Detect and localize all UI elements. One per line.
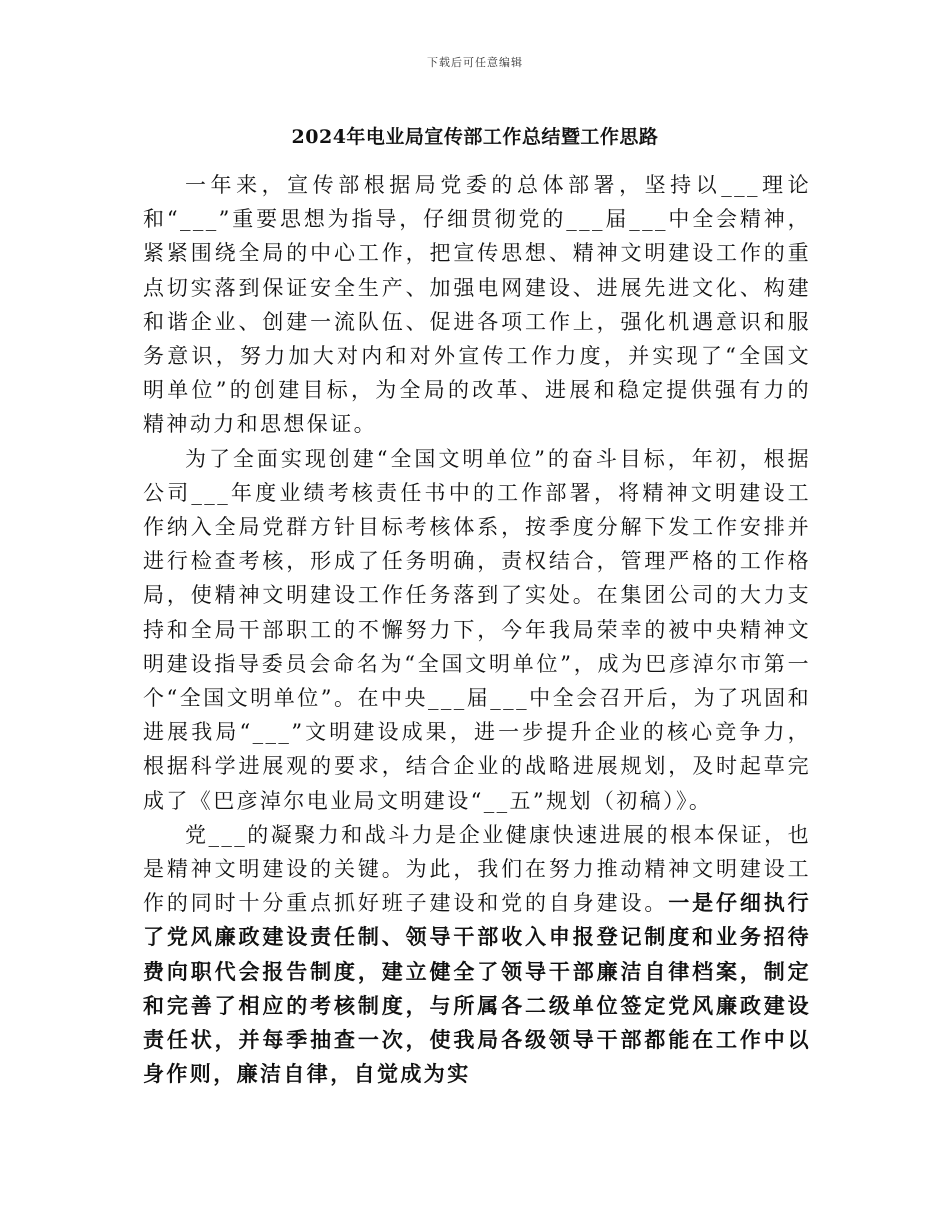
paragraph-3-text: 党___的凝聚力和战斗力是企业健康快速进展的根本保证，也是精神文明建设的关键。为此，我们在努力推动精神文明建设工作的同时十分重点抓好班子建设和党的自身建设。: [143, 822, 811, 916]
paragraph-1-text: 一年来，宣传部根据局党委的总体部署，坚持以___理论和“___”重要思想为指导，仔细贯彻党的___届___中全会精神，紧紧围绕全局的中心工作，把宣传思想、精神文明建设工作的重点切实落到保证安全生产、加强电网建设、进展先进文化、构建和谐企业、创建一流队伍、促进各项工作上，强化机遇意识和服务意识，努力加大对内和对外宣传工作力度，并实现了“全国文明单位”的创建目标，为全局的改革、进展和稳定提供强有力的精神动力和思想保证。: [143, 173, 811, 437]
paragraph-3: [143, 818, 811, 1092]
document-title: 2024年电业局宣传部工作总结暨工作思路: [291, 126, 659, 148]
document-body: [143, 168, 811, 1091]
paragraph-3-bold-text: 一是仔细执行了党风廉政建设责任制、领导干部收入申报登记制度和业务招待费向职代会报告制度，建立健全了领导干部廉洁自律档案，制定和完善了相应的考核制度，与所属各二级单位签定党风廉政建设责任状，并每季抽查一次，使我局各级领导干部都能在工作中以身作则，廉洁自律，自觉成为实: [143, 890, 811, 1087]
paragraph-1: [143, 168, 811, 442]
download-note: 下载后可任意编辑: [427, 56, 523, 69]
paragraph-2: [143, 442, 811, 818]
paragraph-2-text: 为了全面实现创建“全国文明单位”的奋斗目标，年初，根据公司___年度业绩考核责任书中的工作部署，将精神文明建设工作纳入全局党群方针目标考核体系，按季度分解下发工作安排并进行检查考核，形成了任务明确，责权结合，管理严格的工作格局，使精神文明建设工作任务落到了实处。在集团公司的大力支持和全局干部职工的不懈努力下，今年我局荣幸的被中央精神文明建设指导委员会命名为“全国文明单位”，成为巴彦淖尔市第一个“全国文明单位”。在中央___届___中全会召开后，为了巩固和进展我局“___”文明建设成果，进一步提升企业的核心竞争力，根据科学进展观的要求，结合企业的战略进展规划，及时起草完成了《巴彦淖尔电业局文明建设“__五”规划（初稿）》。: [143, 446, 811, 813]
